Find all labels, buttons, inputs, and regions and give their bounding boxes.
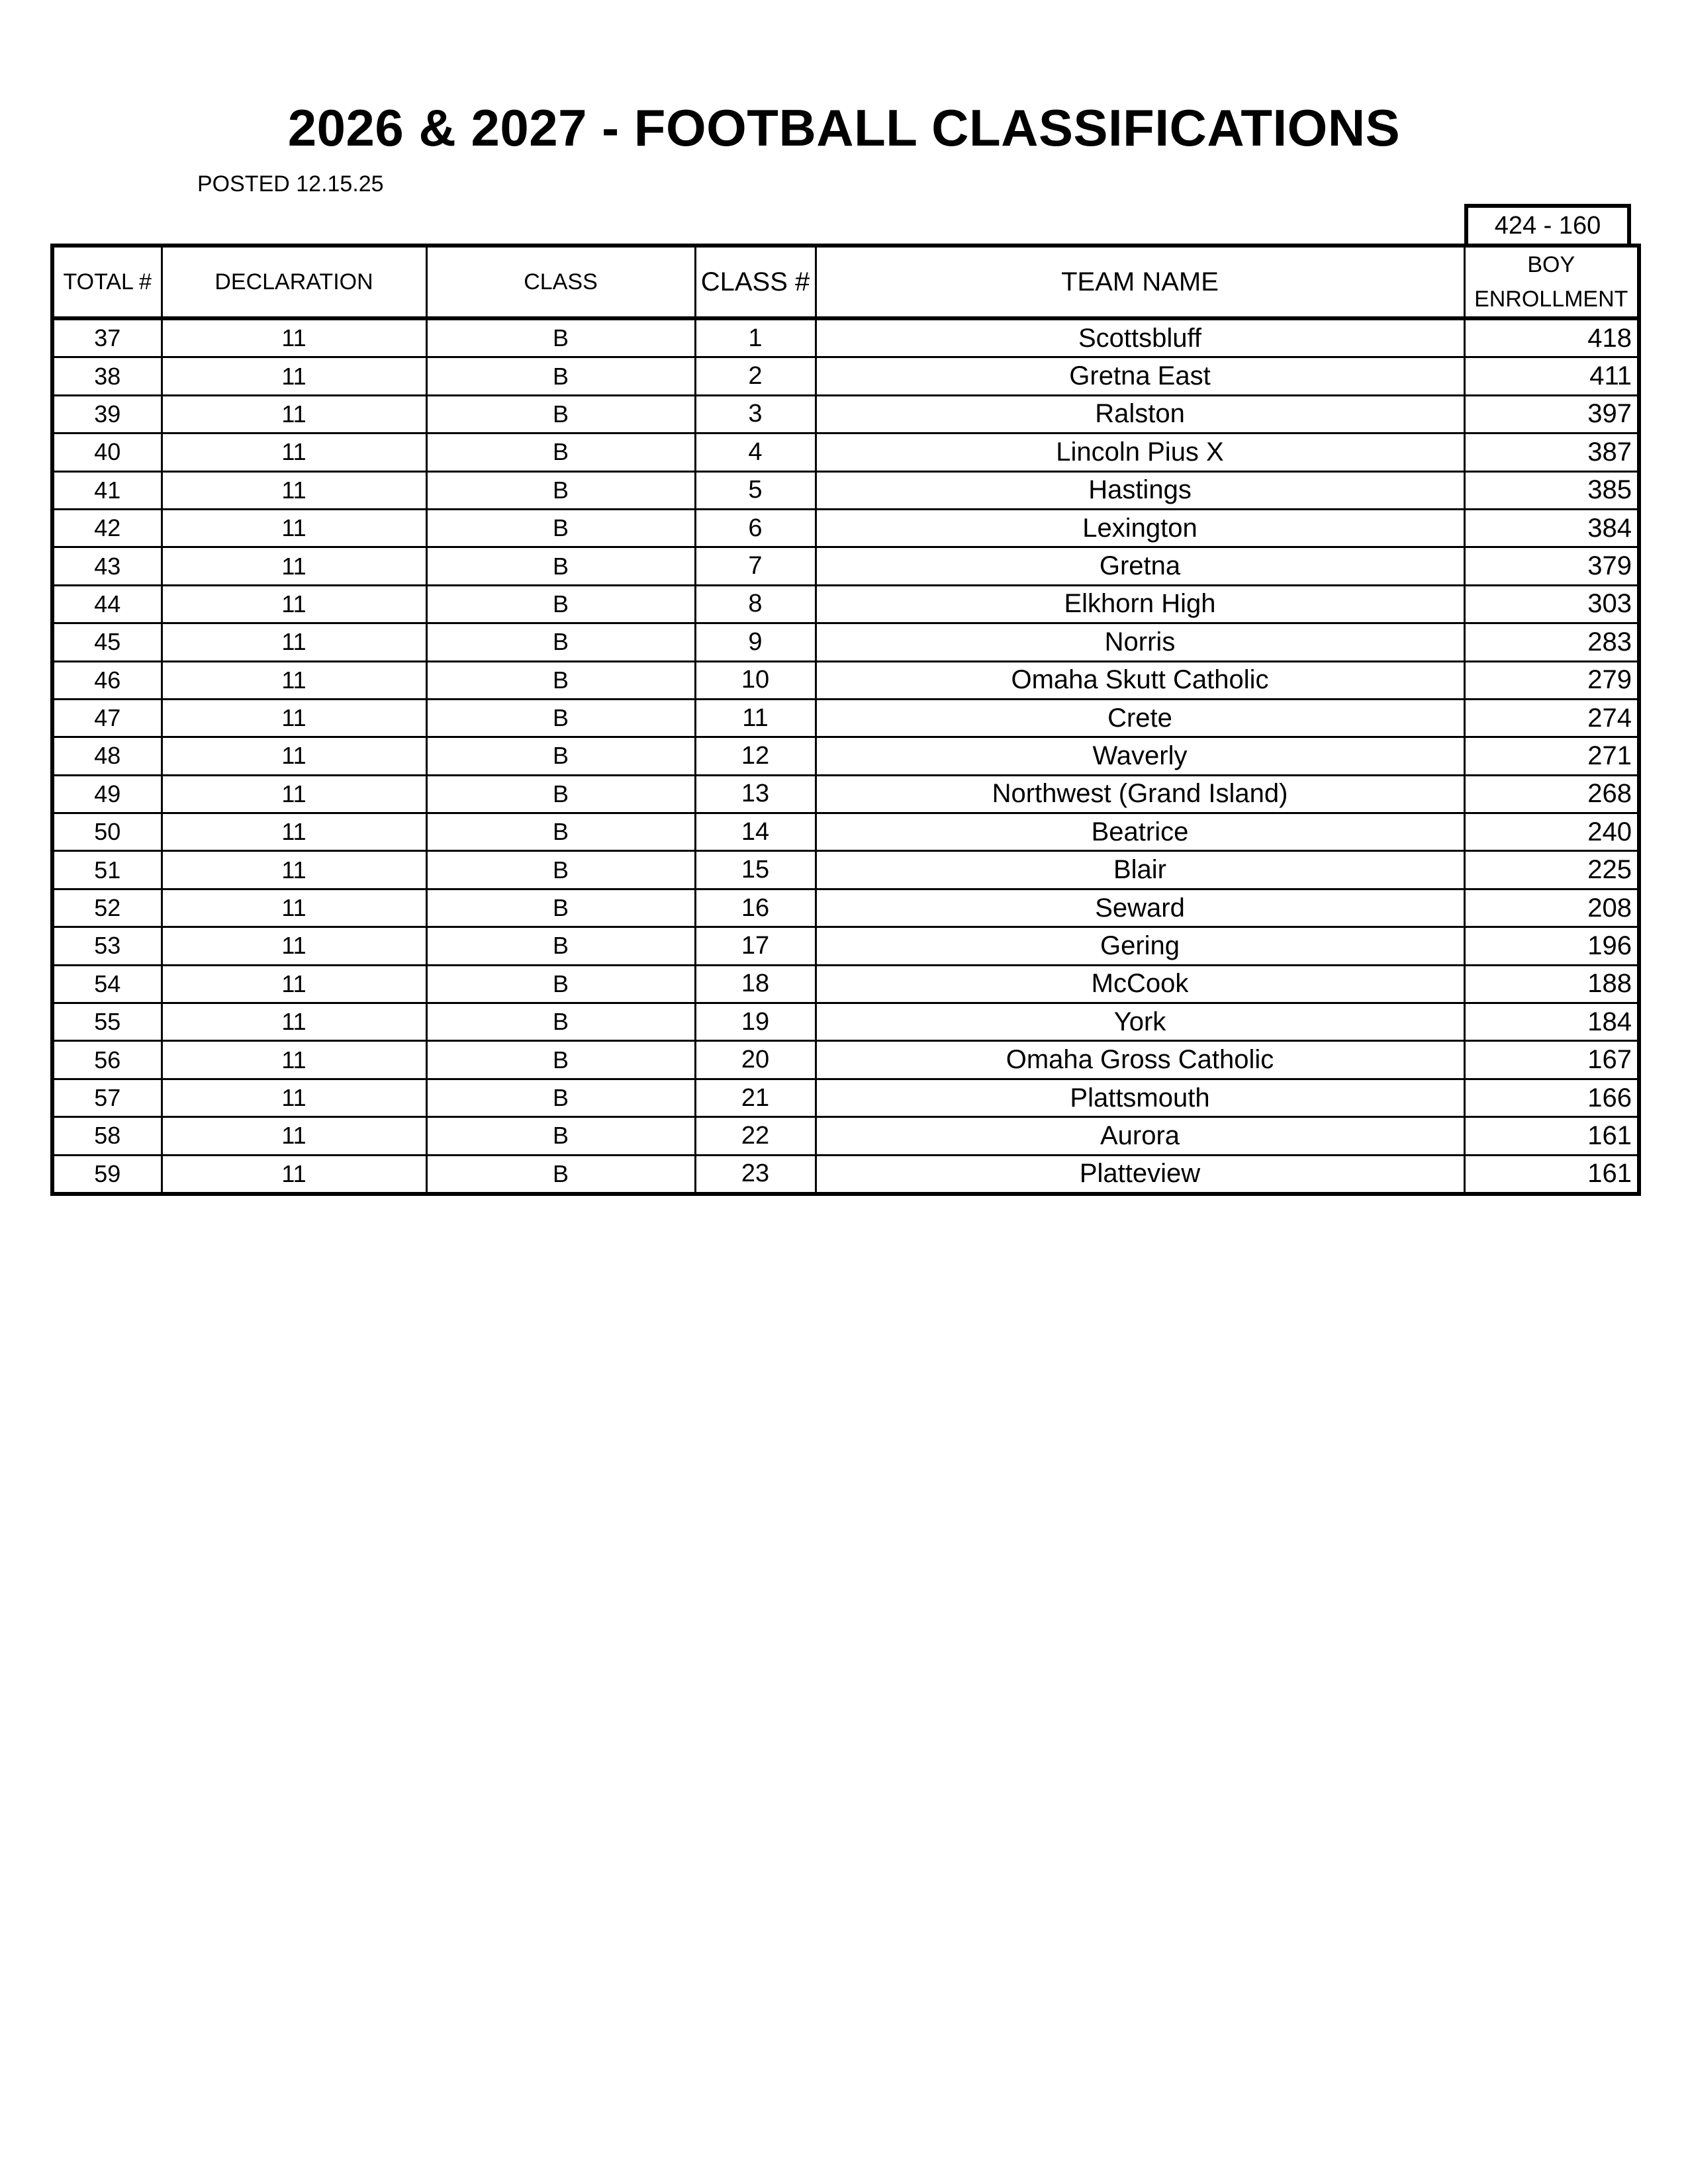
cell-total: 46 bbox=[52, 661, 162, 699]
page-title: 2026 & 2027 - FOOTBALL CLASSIFICATIONS bbox=[287, 99, 1401, 157]
cell-team-name: Plattsmouth bbox=[816, 1079, 1464, 1116]
cell-declaration: 11 bbox=[162, 661, 426, 699]
table-row bbox=[52, 965, 1639, 1003]
table-row bbox=[52, 699, 1639, 737]
enrollment-range-box: 424 - 160 bbox=[1464, 204, 1631, 244]
cell-class: B bbox=[426, 395, 695, 433]
cell-class: B bbox=[426, 318, 695, 357]
table-row bbox=[52, 623, 1639, 661]
cell-team-name: Seward bbox=[816, 889, 1464, 927]
cell-declaration: 11 bbox=[162, 395, 426, 433]
cell-class-number: 7 bbox=[695, 547, 816, 585]
cell-class-number: 4 bbox=[695, 433, 816, 471]
cell-class: B bbox=[426, 737, 695, 775]
cell-team-name: Scottsbluff bbox=[816, 318, 1464, 357]
cell-declaration: 11 bbox=[162, 433, 426, 471]
cell-team-name: McCook bbox=[816, 965, 1464, 1003]
cell-team-name: Northwest (Grand Island) bbox=[816, 775, 1464, 813]
table-row bbox=[52, 318, 1639, 357]
table-row bbox=[52, 1117, 1639, 1155]
cell-class-number: 23 bbox=[695, 1155, 816, 1194]
cell-class-number: 6 bbox=[695, 509, 816, 547]
cell-total: 53 bbox=[52, 927, 162, 965]
cell-total: 58 bbox=[52, 1117, 162, 1155]
cell-boy-enrollment: 161 bbox=[1464, 1117, 1639, 1155]
cell-boy-enrollment: 411 bbox=[1464, 357, 1639, 395]
cell-declaration: 11 bbox=[162, 699, 426, 737]
cell-declaration: 11 bbox=[162, 775, 426, 813]
table-row bbox=[52, 471, 1639, 509]
cell-class: B bbox=[426, 1155, 695, 1194]
cell-class-number: 2 bbox=[695, 357, 816, 395]
table-body bbox=[52, 318, 1639, 1194]
header-total: TOTAL # bbox=[52, 246, 162, 318]
header-boy-enrollment bbox=[1464, 246, 1639, 318]
cell-total: 42 bbox=[52, 509, 162, 547]
cell-team-name: Omaha Skutt Catholic bbox=[816, 661, 1464, 699]
cell-class-number: 13 bbox=[695, 775, 816, 813]
posted-date: POSTED 12.15.25 bbox=[197, 171, 384, 197]
table-row bbox=[52, 1003, 1639, 1041]
cell-boy-enrollment: 384 bbox=[1464, 509, 1639, 547]
cell-boy-enrollment: 188 bbox=[1464, 965, 1639, 1003]
cell-boy-enrollment: 161 bbox=[1464, 1155, 1639, 1194]
cell-class: B bbox=[426, 1003, 695, 1041]
cell-class-number: 20 bbox=[695, 1041, 816, 1079]
cell-class-number: 10 bbox=[695, 661, 816, 699]
cell-declaration: 11 bbox=[162, 1003, 426, 1041]
cell-team-name: Aurora bbox=[816, 1117, 1464, 1155]
cell-boy-enrollment: 167 bbox=[1464, 1041, 1639, 1079]
cell-class: B bbox=[426, 585, 695, 623]
cell-class-number: 22 bbox=[695, 1117, 816, 1155]
cell-team-name: Norris bbox=[816, 623, 1464, 661]
cell-team-name: Gretna East bbox=[816, 357, 1464, 395]
cell-boy-enrollment: 379 bbox=[1464, 547, 1639, 585]
cell-total: 52 bbox=[52, 889, 162, 927]
cell-class: B bbox=[426, 433, 695, 471]
cell-boy-enrollment: 283 bbox=[1464, 623, 1639, 661]
classification-table bbox=[50, 244, 1641, 1196]
cell-total: 48 bbox=[52, 737, 162, 775]
cell-team-name: Omaha Gross Catholic bbox=[816, 1041, 1464, 1079]
cell-class-number: 16 bbox=[695, 889, 816, 927]
cell-team-name: Ralston bbox=[816, 395, 1464, 433]
cell-boy-enrollment: 225 bbox=[1464, 851, 1639, 889]
cell-total: 55 bbox=[52, 1003, 162, 1041]
cell-class: B bbox=[426, 775, 695, 813]
cell-declaration: 11 bbox=[162, 318, 426, 357]
cell-declaration: 11 bbox=[162, 509, 426, 547]
cell-boy-enrollment: 196 bbox=[1464, 927, 1639, 965]
cell-boy-enrollment: 271 bbox=[1464, 737, 1639, 775]
header-enrollment-line1: BOY bbox=[1527, 252, 1575, 277]
table-row bbox=[52, 661, 1639, 699]
cell-class-number: 18 bbox=[695, 965, 816, 1003]
cell-declaration: 11 bbox=[162, 737, 426, 775]
cell-class-number: 14 bbox=[695, 813, 816, 851]
cell-declaration: 11 bbox=[162, 1079, 426, 1116]
cell-class: B bbox=[426, 851, 695, 889]
cell-class: B bbox=[426, 547, 695, 585]
cell-boy-enrollment: 303 bbox=[1464, 585, 1639, 623]
cell-team-name: Lincoln Pius X bbox=[816, 433, 1464, 471]
cell-boy-enrollment: 240 bbox=[1464, 813, 1639, 851]
cell-boy-enrollment: 166 bbox=[1464, 1079, 1639, 1116]
cell-total: 57 bbox=[52, 1079, 162, 1116]
cell-team-name: Lexington bbox=[816, 509, 1464, 547]
header-class: CLASS bbox=[426, 246, 695, 318]
cell-team-name: Elkhorn High bbox=[816, 585, 1464, 623]
table-row bbox=[52, 813, 1639, 851]
cell-team-name: Crete bbox=[816, 699, 1464, 737]
cell-total: 40 bbox=[52, 433, 162, 471]
cell-class-number: 21 bbox=[695, 1079, 816, 1116]
cell-declaration: 11 bbox=[162, 813, 426, 851]
cell-class: B bbox=[426, 509, 695, 547]
cell-declaration: 11 bbox=[162, 927, 426, 965]
table-row bbox=[52, 509, 1639, 547]
table-row bbox=[52, 357, 1639, 395]
cell-total: 47 bbox=[52, 699, 162, 737]
cell-class: B bbox=[426, 1117, 695, 1155]
cell-class: B bbox=[426, 357, 695, 395]
table-row bbox=[52, 927, 1639, 965]
cell-team-name: Hastings bbox=[816, 471, 1464, 509]
cell-boy-enrollment: 274 bbox=[1464, 699, 1639, 737]
table-row bbox=[52, 889, 1639, 927]
cell-class-number: 11 bbox=[695, 699, 816, 737]
cell-declaration: 11 bbox=[162, 585, 426, 623]
cell-class: B bbox=[426, 813, 695, 851]
cell-boy-enrollment: 418 bbox=[1464, 318, 1639, 357]
cell-declaration: 11 bbox=[162, 1041, 426, 1079]
cell-declaration: 11 bbox=[162, 471, 426, 509]
cell-total: 39 bbox=[52, 395, 162, 433]
cell-team-name: Gering bbox=[816, 927, 1464, 965]
cell-class-number: 19 bbox=[695, 1003, 816, 1041]
cell-class-number: 3 bbox=[695, 395, 816, 433]
cell-team-name: Beatrice bbox=[816, 813, 1464, 851]
table-row bbox=[52, 433, 1639, 471]
cell-class: B bbox=[426, 699, 695, 737]
cell-declaration: 11 bbox=[162, 623, 426, 661]
cell-declaration: 11 bbox=[162, 357, 426, 395]
cell-class-number: 12 bbox=[695, 737, 816, 775]
cell-total: 45 bbox=[52, 623, 162, 661]
table-row bbox=[52, 547, 1639, 585]
cell-total: 44 bbox=[52, 585, 162, 623]
cell-boy-enrollment: 184 bbox=[1464, 1003, 1639, 1041]
table-row bbox=[52, 585, 1639, 623]
table-row bbox=[52, 775, 1639, 813]
cell-declaration: 11 bbox=[162, 889, 426, 927]
header-declaration: DECLARATION bbox=[162, 246, 426, 318]
cell-class: B bbox=[426, 1041, 695, 1079]
header-enrollment-line2: ENROLLMENT bbox=[1474, 287, 1628, 312]
cell-class-number: 15 bbox=[695, 851, 816, 889]
table-row bbox=[52, 737, 1639, 775]
cell-total: 56 bbox=[52, 1041, 162, 1079]
cell-declaration: 11 bbox=[162, 851, 426, 889]
cell-class: B bbox=[426, 661, 695, 699]
cell-boy-enrollment: 208 bbox=[1464, 889, 1639, 927]
cell-declaration: 11 bbox=[162, 547, 426, 585]
cell-total: 41 bbox=[52, 471, 162, 509]
cell-declaration: 11 bbox=[162, 1117, 426, 1155]
table-row bbox=[52, 1155, 1639, 1194]
cell-class-number: 1 bbox=[695, 318, 816, 357]
cell-total: 38 bbox=[52, 357, 162, 395]
cell-boy-enrollment: 387 bbox=[1464, 433, 1639, 471]
cell-class-number: 9 bbox=[695, 623, 816, 661]
cell-total: 49 bbox=[52, 775, 162, 813]
cell-total: 37 bbox=[52, 318, 162, 357]
table-header-row bbox=[52, 246, 1639, 318]
cell-class: B bbox=[426, 623, 695, 661]
header-team-name: TEAM NAME bbox=[816, 246, 1464, 318]
cell-boy-enrollment: 385 bbox=[1464, 471, 1639, 509]
cell-boy-enrollment: 397 bbox=[1464, 395, 1639, 433]
cell-class-number: 17 bbox=[695, 927, 816, 965]
cell-boy-enrollment: 279 bbox=[1464, 661, 1639, 699]
cell-total: 43 bbox=[52, 547, 162, 585]
cell-team-name: York bbox=[816, 1003, 1464, 1041]
cell-team-name: Platteview bbox=[816, 1155, 1464, 1194]
cell-class: B bbox=[426, 1079, 695, 1116]
table-row bbox=[52, 851, 1639, 889]
cell-class: B bbox=[426, 965, 695, 1003]
cell-class: B bbox=[426, 471, 695, 509]
table-row bbox=[52, 395, 1639, 433]
cell-team-name: Blair bbox=[816, 851, 1464, 889]
cell-class: B bbox=[426, 889, 695, 927]
cell-class-number: 5 bbox=[695, 471, 816, 509]
table-row bbox=[52, 1041, 1639, 1079]
cell-declaration: 11 bbox=[162, 1155, 426, 1194]
cell-total: 54 bbox=[52, 965, 162, 1003]
cell-total: 51 bbox=[52, 851, 162, 889]
table-row bbox=[52, 1079, 1639, 1116]
cell-total: 59 bbox=[52, 1155, 162, 1194]
header-class-number: CLASS # bbox=[695, 246, 816, 318]
cell-boy-enrollment: 268 bbox=[1464, 775, 1639, 813]
cell-total: 50 bbox=[52, 813, 162, 851]
cell-team-name: Gretna bbox=[816, 547, 1464, 585]
cell-team-name: Waverly bbox=[816, 737, 1464, 775]
cell-class: B bbox=[426, 927, 695, 965]
cell-class-number: 8 bbox=[695, 585, 816, 623]
cell-declaration: 11 bbox=[162, 965, 426, 1003]
